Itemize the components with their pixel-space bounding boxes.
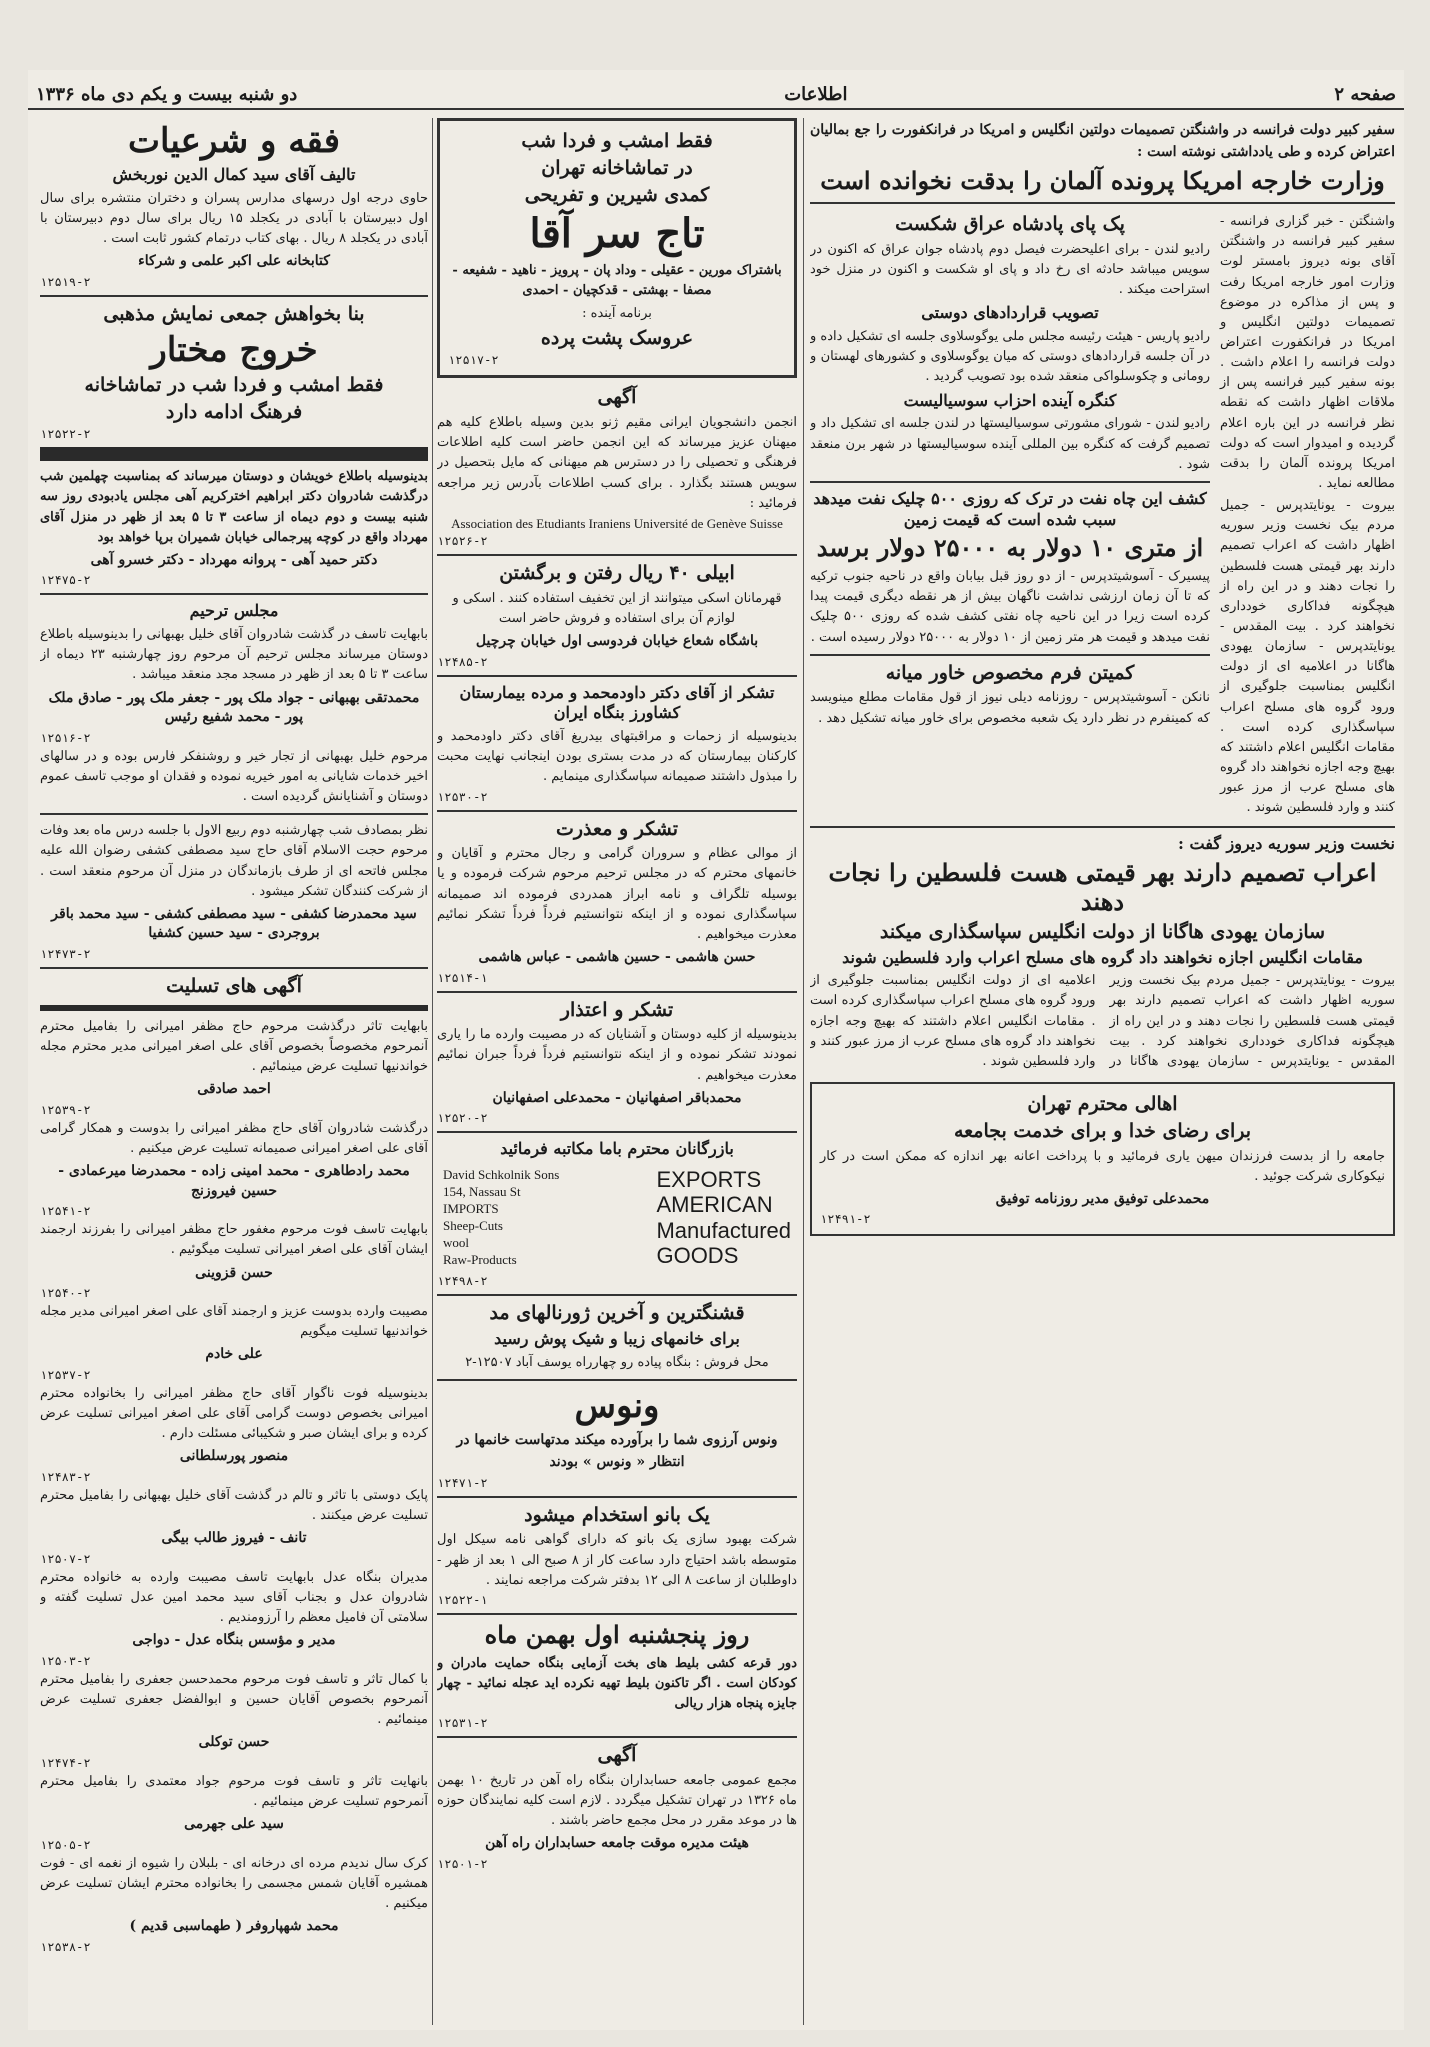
condolence-sign: محمد شهپاروفر ( طهماسبی قدیم ) [129, 1918, 339, 1935]
divider [437, 1736, 797, 1738]
condolence-body: کرک سال ندیدم مرده ای درخانه ای - بلبلان را شیوه از نغمه ای - فوت همشیره آقایان شمس مجسمی را بخانواده محترم ایشان تسلیت عرض میکنیم . [40, 1855, 428, 1912]
ad-code: ۱۲۴۹۸-۲ [437, 1274, 488, 1289]
importer-line: David Schkolnik Sons [443, 1167, 560, 1183]
condolence-sign: علی خادم [205, 1346, 263, 1363]
exports-banner [656, 1167, 791, 1268]
thanks-excuse-sign: محمدباقر اصفهانیان - محمدعلی اصفهانیان [492, 1089, 742, 1106]
ad-code: ۱۲۵۲۲-۱ [437, 1592, 488, 1607]
play-sub: فرهنگ ادامه دارد [165, 400, 303, 423]
condolence-sign: منصور پورسلطانی [179, 1448, 289, 1465]
ad-code: ۱۲۴۸۳-۲ [40, 1469, 91, 1484]
divider [437, 1379, 797, 1381]
divider [810, 654, 1210, 656]
ad-code: ۱۲۴۷۳-۲ [40, 946, 91, 961]
venus-title: ونوس [574, 1386, 660, 1427]
ad-code: ۱۲۴۹۱-۲ [820, 1212, 871, 1227]
ad-code: ۱۲۵۳۷-۲ [40, 1367, 91, 1382]
exports-line: AMERICAN [656, 1192, 773, 1218]
memorial-body: بدینوسیله باطلاع خویشان و دوستان میرساند که بمناسبت چهلمین شب درگذشت شادروان دکتر ابراهیم اخترکریم آهی مجلس یادبودی روز سه شنبه بیست و دوم دیماه از ساعت ۳ تا ۵ بعد از ظهر در منزل آقای مهرداد واقع در کوچه پیرجمالی خیابان شمیران برپا خواهد بود [40, 469, 428, 545]
importer-info [443, 1167, 559, 1268]
importer-line: Raw-Products [443, 1251, 517, 1267]
ad-code: ۱۲۴۷۵-۲ [40, 573, 91, 588]
dark-band [40, 1005, 428, 1011]
ad-code: ۱۲۵۲۶-۲ [437, 533, 488, 548]
play-kicker: بنا بخواهش جمعی نمایش مذهبی [103, 302, 365, 325]
divider [437, 810, 797, 812]
divider [437, 1496, 797, 1498]
brief-body: رادیو پاریس - هیئت رئیسه مجلس ملی یوگوسلاوی جلسه ای تشکیل داده و در آن جلسه قراردادهای دوستی که میان یوگوسلاوی و کشورهای لهستان و رومانی و چکوسلواکی منعقد شده بود تصویب گردید . [810, 329, 1210, 385]
ad-code: ۱۲۵۰۱-۲ [437, 1856, 488, 1871]
exports-line: EXPORTS [656, 1167, 762, 1193]
exports-line: GOODS [656, 1243, 739, 1269]
memorial-sign: دکتر حمید آهی - پروانه مهرداد - دکتر خسرو آهی [90, 551, 378, 568]
obituary-body: مرحوم خلیل بهبهانی از تجار خیر و روشنفکر فارس بوده و در سالهای اخیر خدمات شایانی به امور خیریه نموده و فقدان او موجب تاسف عموم دوستان و آشنایانش گردیده است . [40, 748, 428, 805]
ski-body: قهرمانان اسکی میتوانند از این تخفیف استفاده کنند . اسکی و لوازم آن برای استفاده و فروش حاضر است [452, 590, 782, 626]
divider [40, 295, 428, 297]
thanks-excuse-body: بدینوسیله از کلیه دوستان و آشنایان که در مصیبت وارده ما را یاری نمودند تشکر نموده و از اینکه نتوانستیم فرداً فرداً جبران نمائیم معذرت میخواهیم . [437, 1027, 797, 1083]
condolence-body: پایک دوستی با تاثر و تالم در گذشت آقای خلیل بهبهانی را بفامیل محترم تسلیت عرض میکنند . [40, 1487, 428, 1524]
condolence-body: مصیبت وارده بدوست عزیز و ارجمند آقای علی اصغر امیرانی مدیر مجله خواندنیها تسلیت میگویم [40, 1304, 428, 1340]
fatiha-body: نظر بمصادف شب چهارشنبه دوم ربیع الاول با جلسه درس ماه بعد وفات مرحوم حجت الاسلام آقای حاج سید مصطفی کشفی رضوان الله علیه مجلس فاتحه ای از طرف بازماندگان در منزل آن مرحوم منعقد است . از شرکت کنندگان تشکر میشود . [40, 823, 428, 899]
lottery-body: دور قرعه کشی بلیط های بخت آزمایی بنگاه حمایت مادران و کودکان است . اگر تاکنون بلیط تهیه نکرده اید عجله نمائید - چهار جایزه پنجاه هزار ریالی [437, 1655, 797, 1711]
appeal-signature: محمدعلی توفیق مدیر روزنامه توفیق [995, 1190, 1210, 1207]
lead-kicker: سفیر کبیر دولت فرانسه در واشنگتن تصمیمات دولتین انگلیس و امریکا در فرانکفورت را جع بمالیان اعتراض کرده و طی یادداشتی نوشته است : [810, 122, 1395, 160]
theater-line: در تماشاخانه تهران [541, 156, 693, 179]
theater-line: کمدی شیرین و تفریحی [524, 183, 710, 206]
ad-title: آگهی [597, 386, 637, 409]
divider [437, 675, 797, 677]
ad-code: ۱۲۵۱۶-۲ [40, 730, 91, 745]
ad-code: ۱۲۴۸۵-۲ [437, 654, 488, 669]
syria-headline: اعراب تصمیم دارند بهر قیمتی هست فلسطین را نجات دهند [828, 858, 1377, 916]
appeal-title: اهالی محترم تهران [1027, 1093, 1178, 1116]
requiem-title: مجلس ترحیم [189, 601, 279, 621]
dark-band [40, 447, 428, 461]
ad-code: ۱۲۵۰۳-۲ [40, 1653, 91, 1668]
ad-code: ۱۲۵۲۰-۲ [437, 1111, 488, 1126]
oil-kicker: کشف این چاه نفت در ترک که روزی ۵۰۰ چلیک نفت میدهد سبب شده است که قیمت زمین [813, 488, 1207, 529]
fashion-title: قشنگترین و آخرین ژورنالهای مد [489, 1302, 745, 1325]
theater-ad [437, 118, 797, 378]
ad-code: ۱۲۵۲۲-۲ [40, 427, 91, 442]
condolence-body: مدیران بنگاه عدل بابهایت تاسف مصیبت وارده به خانواده محترم شادروان عدل و بجناب آقای سید محمد امین عدل تسلیت گفته و سلامتی آن فامیل معظم را آرزومندیم . [40, 1569, 428, 1626]
divider [437, 1613, 797, 1615]
thanks-apology-sign: حسن هاشمی - حسین هاشمی - عباس هاشمی [478, 948, 756, 965]
lead-article [1220, 210, 1395, 820]
hiring-title: یک بانو استخدام میشود [524, 1503, 710, 1526]
syria-body: بیروت - یونایتدپرس - جمیل مردم بیک نخست وزیر سوریه اظهار داشت که اعراب تصمیم دارند بهر قیمتی هست فلسطین را نجات دهند و در این راه از هیچگونه فداکاری خودداری نخواهند کرد . بیت المقدس - یونایتدپرس - سازمان یهودی هاگانا در اعلامیه ای از دولت انگلیس بمناسبت جلوگیری از ورود گروه های مسلح اعراب سپاسگذاری کرده است . مقامات انگلیس اعلام داشتند که بهیچ وجه اجازه نخواهند داد گروه های مسلح عرب از مرز عبور کنند و وارد فلسطین شوند . [810, 973, 1395, 1069]
divider [810, 826, 1395, 828]
syria-subhead-2: مقامات انگلیس اجازه نخواهند داد گروه های مسلح اعراب وارد فلسطین شوند [842, 947, 1363, 967]
association-name: Association des Etudiants Iraniens Université de Genève Suisse [451, 515, 783, 531]
appeal-subtitle: برای رضای خدا و برای خدمت بجامعه [953, 1119, 1252, 1142]
ad-code: ۱۲۵۱۴-۱ [437, 970, 488, 985]
lead-body: واشنگتن - خبر گزاری فرانسه - سفیر کبیر فرانسه در واشنگتن آقای بونه دیروز بامستر لوت وزارت امور خارجه امریکا رفت و پس از مذاکره در موضوع تصمیمات دولتین انگلیس و امریکا در فرانکفورت اعتراض دولت فرانسه را اعلام داشت . بونه سفیر کبیر فرانسه پس از ملاقات اظهار داشت که نقطه نظر فرانسه در این باره اعلام گردیده و امیدوار است که دولت امریکا پرونده آلمان را بدقت مطالعه نماید . [1220, 214, 1395, 491]
book-author: تالیف آقای سید کمال الدین نوربخش [112, 165, 356, 185]
column-rule [803, 118, 804, 2025]
divider [437, 991, 797, 993]
condolence-sign: سید علی جهرمی [184, 1816, 284, 1833]
ad-body: انجمن دانشجویان ایرانی مقیم ژنو بدین وسیله باطلاع کلیه هم میهنان عزیز میرساند که این انجمن حاضر است کلیه اطلاعات فرهنگی و تحصیلی را در دسترس هم میهنانی که مایل بتحصیل در سویس هستند بگذارد . برای کسب اطلاعات بآدرس زیر مراجعه فرمائید : [437, 415, 797, 511]
divider [40, 593, 428, 595]
exports-line: Manufactured [656, 1217, 791, 1243]
play-line: فقط امشب و فردا شب در تماشاخانه [84, 373, 384, 396]
next-program-label: برنامه آینده : [582, 305, 652, 321]
thanks-apology-body: از موالی عظام و سروران گرامی و رجال محترم و آقایان و خانمهای محترم که در مجلس ترحیم مرحوم شرکت فرموده و یا بوسیله تلگراف و نامه ابراز همدردی فرموده اند صمیمانه سپاسگذاری نموده و از اینکه نتوانستیم فرداً فرداً تشکر نمائیم معذرت میخواهیم . [437, 846, 797, 942]
merchants-title: بازرگانان محترم باما مکاتبه فرمائید [500, 1139, 734, 1159]
fatiha-sign: سید محمدرضا کشفی - سید مصطفی کشفی - سید محمد باقر بروجردی - سید حسین کشفیا [51, 905, 417, 942]
oil-body: پیسیرک - آسوشیتدپرس - از دو روز قبل بیابان واقع در ناحیه جنوب ترکیه که تا آن زمان ارزشی نداشت ناگهان بیش از هر نقطه دیگری قیمت پیدا کرده است زیرا در این ناحیه چاه نفتی کشف شده که روزی ۵۰۰ چلیک نفت میدهد و قیمت هر متر زمین از ۱۰ دولار به ۲۵۰۰۰ دولار رسیده است . [810, 569, 1210, 645]
middle-column [437, 118, 797, 2025]
column-rule [432, 118, 433, 2025]
cominform-body: نانکن - آسوشیتدپرس - روزنامه دیلی نیوز از قول مقامات مطلع مینویسد که کمینفرم در نظر دارد یک شعبه مخصوص برای خاور میانه تشکیل دهد . [810, 690, 1210, 726]
importer-line: IMPORTS [443, 1200, 499, 1216]
condolence-sign: محمد رادطاهری - محمد امینی زاده - محمدرضا میرعمادی - حسین فیروزنج [58, 1163, 410, 1199]
ad-code: ۱۲۴۷۴-۲ [40, 1755, 91, 1770]
divider [437, 1294, 797, 1296]
condolence-sign: مدیر و مؤسس بنگاه عدل - دواجی [132, 1632, 336, 1649]
condolence-body: بدینوسیله فوت ناگوار آقای حاج مظفر امیرانی را بخانواده محترم امیرانی بخصوص دوست گرامی آقای علی اصغر امیرانی تسلیت عرض کرده و برای ایشان صبر و شکیبائی مسئلت دارم . [40, 1385, 428, 1442]
divider [437, 554, 797, 556]
thanks-title: تشکر از آقای دکتر داودمحمد و مرده بیمارستان کشاورز بنگاه ایران [459, 682, 775, 723]
ad-code: ۱۲۵۰۵-۲ [40, 1837, 91, 1852]
thanks-body: بدینوسیله از زحمات و مراقبتهای بیدریغ آقای دکتر داودمحمد و کارکنان بیمارستان که در مدت بستری بودن اینجانب نهایت محبت را مبذول داشتند صمیمانه سپاسگذاری مینمایم . [437, 729, 797, 785]
appeal-body: جامعه را از بدست فرزندان میهن یاری فرمائید و با پرداخت اعانه بهر اندازه که ممکن است در کار نیکوکاری شرکت جوئید . [820, 1148, 1385, 1184]
ad-code: ۱۲۵۳۱-۲ [437, 1716, 488, 1731]
ad-code: ۱۲۵۱۷-۲ [448, 353, 499, 368]
divider [810, 202, 1395, 204]
condolence-sign: احمد صادقی [197, 1081, 271, 1098]
ad-code: ۱۲۴۷۱-۲ [437, 1475, 488, 1490]
thanks-excuse-title: تشکر و اعتذار [560, 998, 674, 1021]
ski-title: ابیلی ۴۰ ریال رفتن و برگشتن [499, 561, 735, 584]
ad-code: ۱۲۵۱۹-۲ [40, 274, 91, 289]
brief-body: رادیو لندن - برای اعلیحضرت فیصل دوم پادشاه جوان عراق که اکنون در سویس میباشد حادثه ای رخ داد و پای او شکست و اکنون در منزل خود استراحت میکند . [810, 241, 1210, 298]
lead-headline: وزارت خارجه امریکا پرونده آلمان را بدقت نخوانده است [820, 166, 1385, 196]
export-ad [437, 1163, 797, 1272]
book-publisher: کتابخانه علی اکبر علمی و شرکاء [138, 253, 330, 270]
next-program: عروسک پشت پرده [540, 326, 694, 349]
hiring-body: شرکت بهبود سازی یک بانو که دارای گواهی نامه سیکل اول متوسطه باشد احتیاج دارد ساعت کار از ۸ صبح الی ۱ بعد از ظهر - داوطلبان از ساعت ۸ الی ۱۲ بدفتر شرکت مراجعه نمایند . [437, 1532, 797, 1588]
page-header [28, 80, 1404, 110]
ad-code: ۱۲۵۳۸-۲ [40, 1939, 91, 1954]
condolence-body: بانهایت تاثر و تاسف فوت مرحوم جواد معتمدی را بفامیل محترم آنمرحوم تسلیت عرض مینمائیم . [40, 1773, 428, 1810]
fashion-address: محل فروش : بنگاه پیاده رو چهارراه یوسف آباد ۱۲۵۰۷-۲ [465, 1355, 769, 1371]
condolence-sign: حسن قزوینی [195, 1264, 273, 1281]
paper-name: اطلاعات [784, 83, 848, 105]
right-column [810, 118, 1395, 2025]
condolence-body: بابهایت تاسف فوت مرحوم مغفور حاج مظفر امیرانی را بفرزند ارجمند ایشان آقای علی اصغر امیرانی تسلیت میگوئیم . [40, 1222, 428, 1258]
lead-body-cont: بیروت - یونایتدپرس - جمیل مردم بیک نخست وزیر سوریه اظهار داشت که اعراب تصمیم دارند بهر قیمتی هست فلسطین را نجات دهند و در این راه از هیچگونه فداکاری خودداری نخواهند کرد . بیت المقدس - یونایتدپرس - سازمان یهودی هاگانا در اعلامیه ای از دولت انگلیس بمناسبت جلوگیری از ورود گروه های مسلح اعراب سپاسگذاری کرده است . مقامات انگلیس اعلام داشتند که بهیچ وجه اجازه نخواهند داد گروه های مسلح عرب از مرز عبور کنند و وارد فلسطین شوند . [1220, 498, 1395, 816]
ski-address: باشگاه شعاع خیابان فردوسی اول خیابان چرچیل [475, 632, 759, 649]
cominform-title: کمیتن فرم مخصوص خاور میانه [885, 661, 1135, 684]
notice-title: آگهی [597, 1744, 637, 1767]
divider [40, 813, 428, 815]
page-number: صفحه ۲ [1334, 83, 1396, 105]
ad-code: ۱۲۵۳۰-۲ [437, 789, 488, 804]
book-title: فقه و شرعیات [128, 121, 340, 161]
fashion-subtitle: برای خانمهای زیبا و شیک پوش رسید [494, 1329, 740, 1349]
theater-line: فقط امشب و فردا شب [521, 130, 713, 152]
notice-body: مجمع عمومی جامعه حسابداران بنگاه راه آهن در تاریخ ۱۰ بهمن ماه ۱۳۲۶ در تهران تشکیل میگردد . لازم است کلیه نمایندگان حوزه ها در موعد مقرر در محل مجمع حاضر باشند . [437, 1772, 797, 1829]
importer-line: Sheep-Cuts [443, 1217, 503, 1233]
oil-headline: از متری ۱۰ دولار به ۲۵۰۰۰ دولار برسد [816, 533, 1204, 563]
thanks-apology-title: تشکر و معذرت [556, 817, 678, 840]
venus-body: ونوس آرزوی شما را برآورده میکند مدتهاست خانمها در انتظار « ونوس » بودند [456, 1432, 778, 1470]
condolence-heading: آگهی های تسلیت [166, 974, 302, 997]
theater-cast: باشتراک مورین - عقیلی - وداد پان - پرویز - ناهید - شفیعه - مصفا - بهشتی - قدکچیان - احمدی [452, 263, 782, 299]
requiem-body: بابهایت تاسف در گذشت شادروان آقای خلیل بهبهانی را بدینوسیله باطلاع دوستان میرساند مجلس ترحیم آن مرحوم روز چهارشنبه ۲۳ دیماه از ساعت ۳ تا ۵ بعد از ظهر در مسجد مجد منعقد میباشد . [40, 627, 428, 683]
brief-title: پک پای پادشاه عراق شکست [895, 213, 1125, 236]
play-title: تاج سر آقا [529, 210, 705, 258]
book-body: حاوی درجه اول درسهای مدارس پسران و دختران منتشره برای سال اول دبیرستان با آبادی در یکجلد ۱۵ ریال برای سال دوم دبیرستان با آبادی در یکجلد ۸ ریال . بهای کتاب درتمام کشور ثابت است . [40, 190, 428, 247]
condolence-sign: حسن توکلی [198, 1734, 270, 1751]
importer-line: 154, Nassau St [443, 1184, 521, 1200]
condolence-body: درگذشت شادروان آقای حاج مظفر امیرانی را بدوست و همکار گرامی آقای علی اصغر امیرانی صمیمانه تسلیت عرض میکنیم . [40, 1120, 428, 1156]
news-briefs [810, 210, 1210, 731]
condolence-body: با کمال تاثر و تاسف فوت مرحوم محمدحسن جعفری را بفامیل محترم آنمرحوم بخصوص آقایان حسین و ابوالفضل جعفری تسلیت عرض مینمائیم . [40, 1671, 428, 1728]
divider [437, 1131, 797, 1133]
left-column [40, 118, 428, 2025]
lottery-title: روز پنجشنبه اول بهمن ماه [484, 1619, 750, 1649]
importer-line: wool [443, 1234, 469, 1250]
divider [40, 967, 428, 969]
requiem-sign: محمدتقی بهبهانی - جواد ملک پور - جعفر ملک پور - صادق ملک پور - محمد شفیع رئیس [48, 689, 420, 726]
ad-code: ۱۲۵۰۷-۲ [40, 1551, 91, 1566]
issue-date: دو شنبه بیست و یکم دی ماه ۱۳۳۶ [36, 83, 298, 105]
syria-subhead: سازمان یهودی هاگانا از دولت انگلیس سپاسگذاری میکند [879, 920, 1326, 943]
brief-body: رادیو لندن - شورای مشورتی سوسیالیستها در لندن جلسه ای تشکیل داد و تصمیم گرفت که کنگره بین المللی آینده سوسیالیستها در شهر برن منعقد شود . [810, 416, 1210, 472]
condolence-sign: تانف - فیروز طالب بیگی [161, 1530, 307, 1547]
condolence-body: بابهایت تاثر درگذشت مرحوم حاج مظفر امیرانی را بفامیل محترم آنمرحوم مخصوصاً بخصوص آقای علی اصغر امیرانی مدیر محترم مجله خواندنیها تسلیت عرض مینمائیم . [40, 1018, 428, 1075]
notice-sign: هیئت مدیره موقت جامعه حسابداران راه آهن [485, 1835, 749, 1852]
ad-code: ۱۲۵۴۰-۲ [40, 1286, 91, 1301]
brief-title: تصویب قراردادهای دوستی [921, 303, 1099, 323]
brief-title: کنگره آینده احزاب سوسیالیست [903, 390, 1117, 410]
tehran-appeal-ad [810, 1082, 1395, 1236]
ad-code: ۱۲۵۳۹-۲ [40, 1102, 91, 1117]
ad-code: ۱۲۵۴۱-۲ [40, 1204, 91, 1219]
syria-kicker: نخست وزیر سوریه دیروز گفت : [1178, 834, 1395, 854]
play-title: خروج مختار [150, 329, 318, 370]
divider [810, 481, 1210, 483]
